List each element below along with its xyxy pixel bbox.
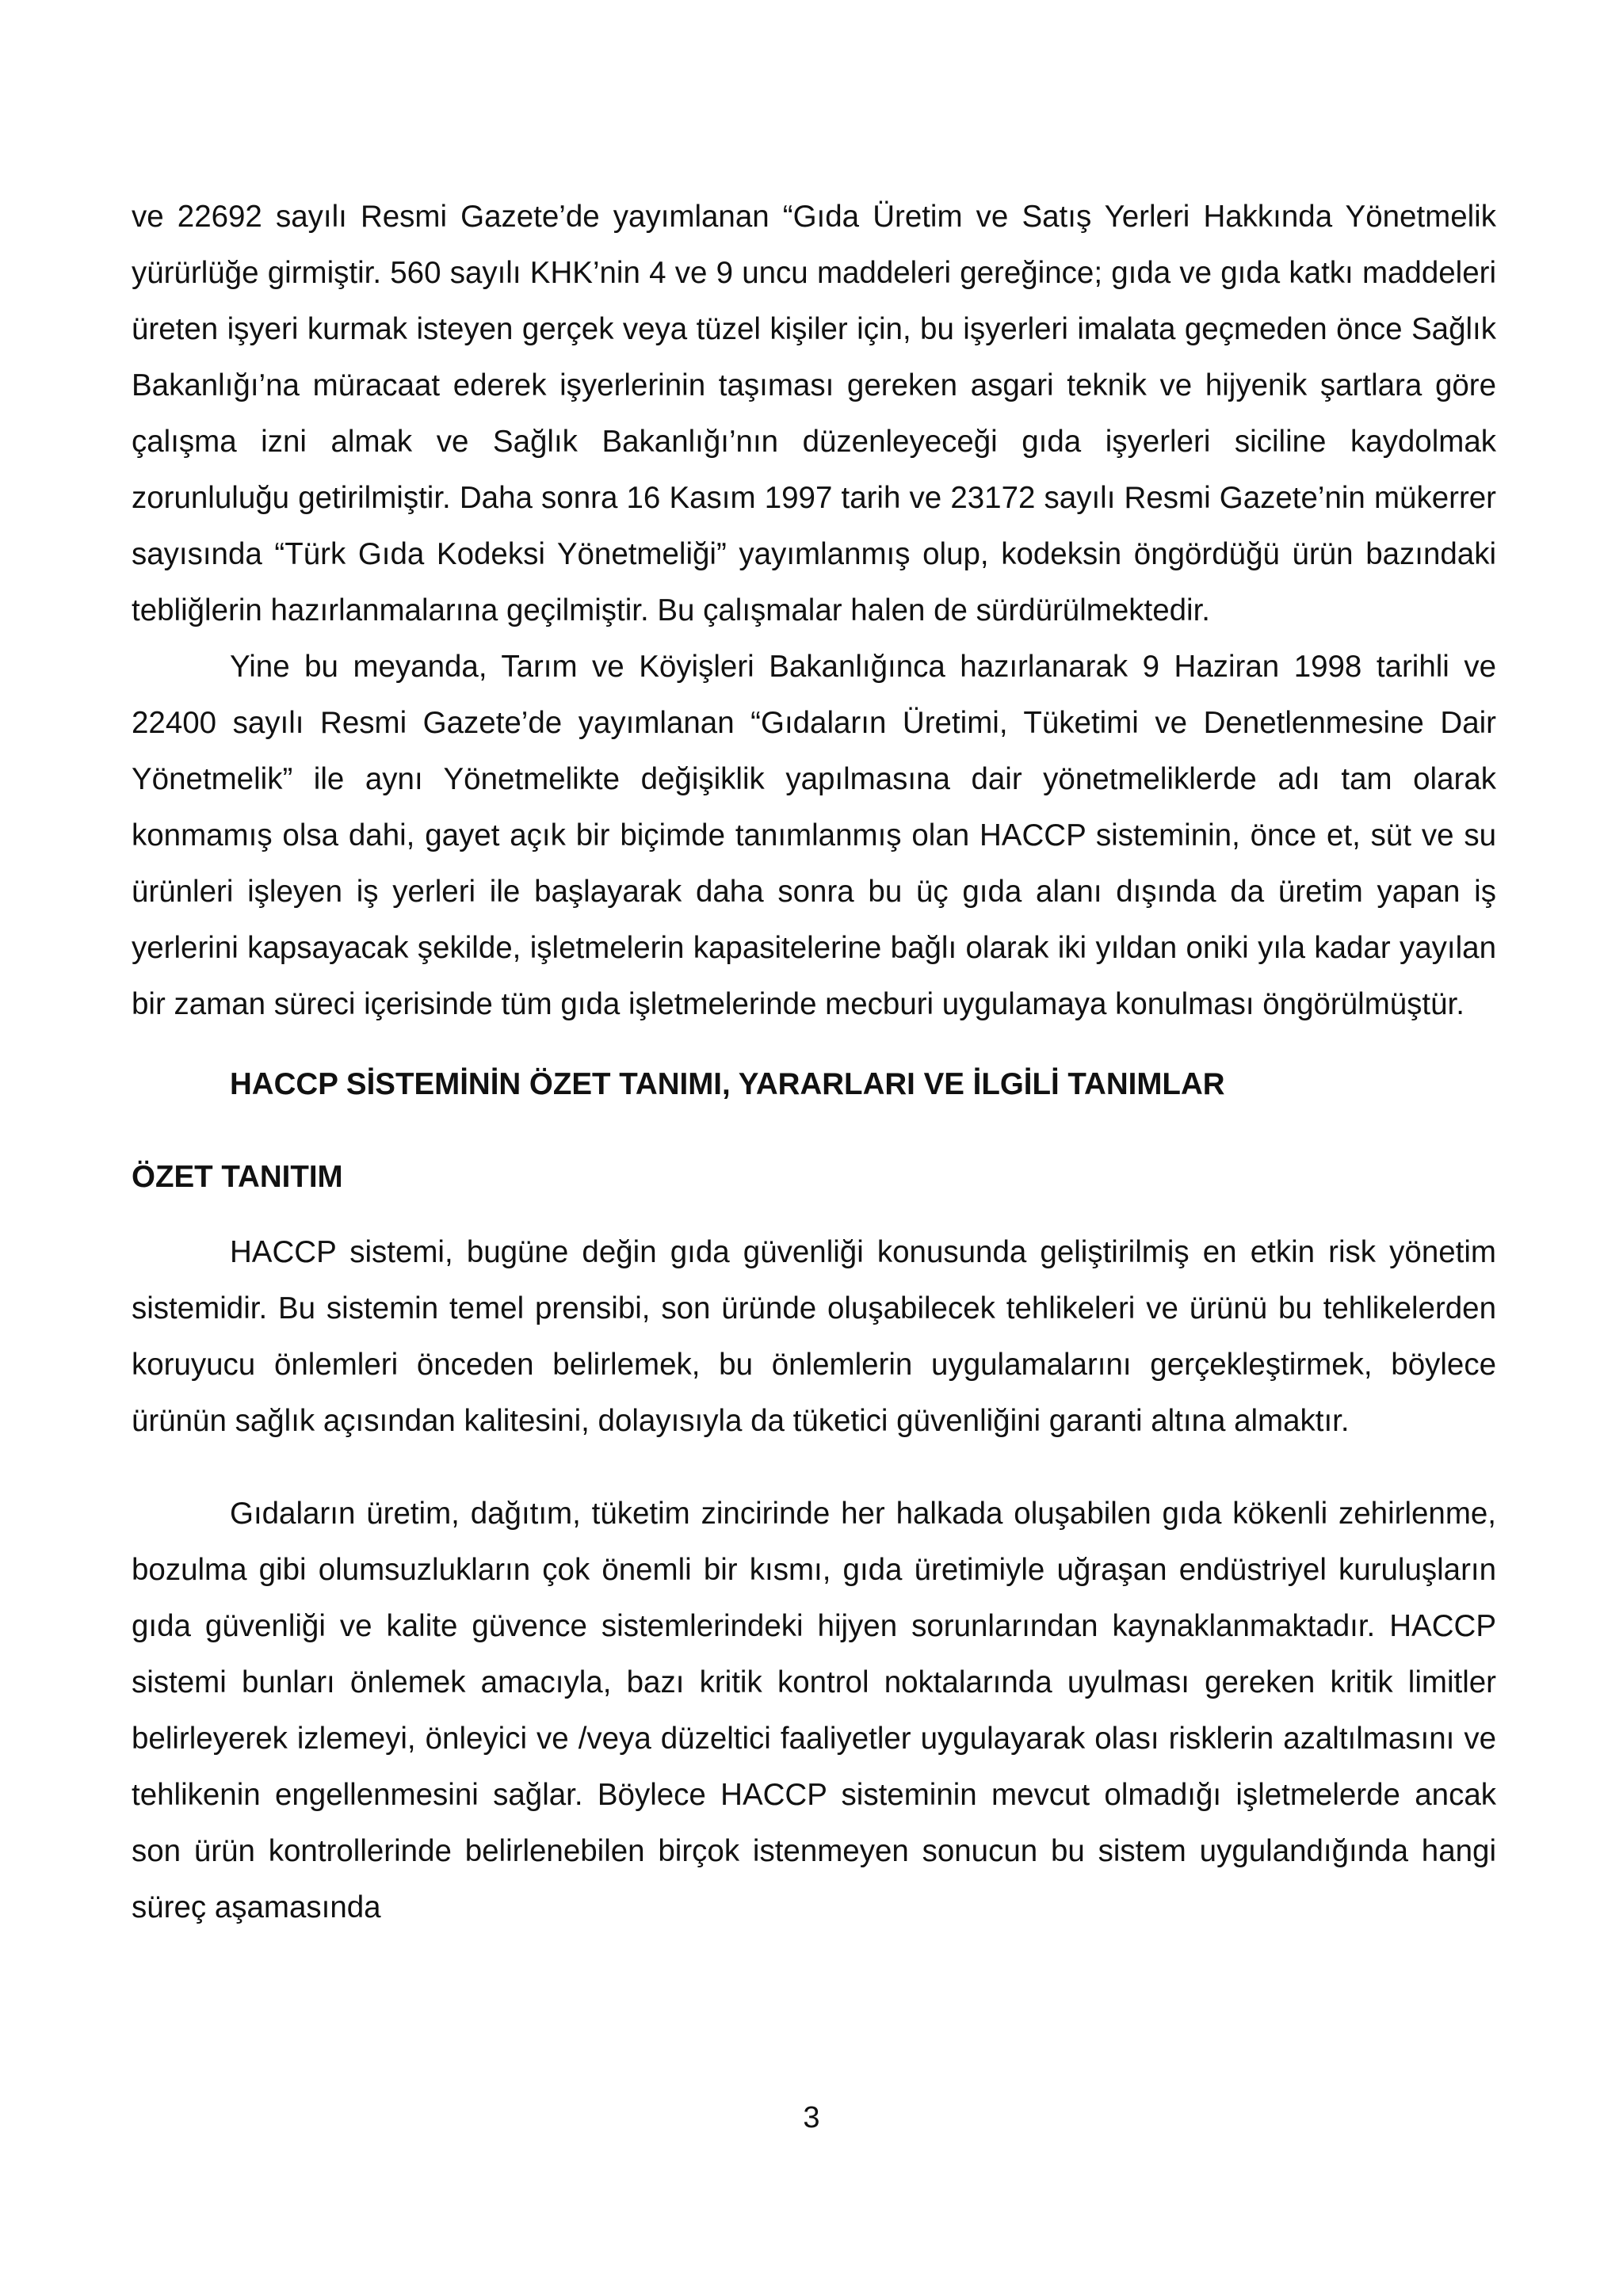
paragraph-haccp-regulation: Yine bu meyanda, Tarım ve Köyişleri Bakanlığınca hazırlanarak 9 Haziran 1998 tarihli ve 22400 sayılı Resmi Gazete’de yayımlanan “Gıdaların Üretimi, Tüketimi ve Denetlenmesine Dair Yönetmelik” ile aynı Yönetmelikte değişiklik yapılmasına dair yönetmeliklerde adı tam olarak konmamış olsa dahi, gayet açık bir biçimde tanımlanmış olan HACCP sisteminin, önce et, süt ve su ürünleri işleyen iş yerleri ile başlayarak daha sonra bu üç gıda alanı dışında da üretim yapan iş yerlerini kapsayacak şekilde, işletmelerin kapasitelerine bağlı olarak iki yıldan oniki yıla kadar yayılan bir zaman süreci içerisinde tüm gıda işletmelerinde mecburi uygulamaya konulması öngörülmüştür. [132, 650, 1496, 1021]
paragraph-haccp-definition: HACCP sistemi, bugüne değin gıda güvenliği konusunda geliştirilmiş en etkin risk yönetim sistemidir. Bu sistemin temel prensibi, son üründe oluşabilecek tehlikeleri ve ürünü bu tehlikelerden koruyucu önlemleri önceden belirlemek, bu önlemlerin uygulamalarını gerçekleştirmek, böylece ürünün sağlık açısından kalitesini, dolayısıyla da tüketici güvenliğini garanti altına almaktır. [132, 1235, 1496, 1438]
page-body [132, 189, 1496, 1936]
paragraph-regulations: ve 22692 sayılı Resmi Gazete’de yayımlanan “Gıda Üretim ve Satış Yerleri Hakkında Yönetmelik yürürlüğe girmiştir. 560 sayılı KHK’nin 4 ve 9 uncu maddeleri gereğince; gıda ve gıda katkı maddeleri üreten işyeri kurmak isteyen gerçek veya tüzel kişiler için, bu işyerleri imalata geçmeden önce Sağlık Bakanlığı’na müracaat ederek işyerlerinin taşıması gereken asgari teknik ve hijyenik şartlara göre çalışma izni almak ve Sağlık Bakanlığı’nın düzenleyeceği gıda işyerleri siciline kaydolmak zorunluluğu getirilmiştir. Daha sonra 16 Kasım 1997 tarih ve 23172 sayılı Resmi Gazete’nin mükerrer sayısında “Türk Gıda Kodeksi Yönetmeliği” yayımlanmış olup, kodeksin öngördüğü ürün bazındaki tebliğlerin hazırlanmalarına geçilmiştir. Bu çalışmalar halen de sürdürülmektedir. [132, 200, 1496, 627]
page-number: 3 [803, 2101, 820, 2134]
subsection-heading: ÖZET TANITIM [132, 1160, 343, 1194]
paragraph-haccp-benefits: Gıdaların üretim, dağıtım, tüketim zincirinde her halkada oluşabilen gıda kökenli zehirlenme, bozulma gibi olumsuzlukların çok önemli bir kısmı, gıda üretimiyle uğraşan endüstriyel kuruluşların gıda güvenliği ve kalite güvence sistemlerindeki hijyen sorunlarından kaynaklanmaktadır. HACCP sistemi bunları önlemek amacıyla, bazı kritik kontrol noktalarında uyulması gereken kritik limitler belirleyerek izlemeyi, önleyici ve /veya düzeltici faaliyetler uygulayarak olası risklerin azaltılmasını ve tehlikenin engellenmesini sağlar. Böylece HACCP sisteminin mevcut olmadığı işletmelerde ancak son ürün kontrollerinde belirlenebilen birçok istenmeyen sonucun bu sistem uygulandığında hangi süreç aşamasında [132, 1497, 1496, 1924]
section-heading: HACCP SİSTEMİNİN ÖZET TANIMI, YARARLARI VE İLGİLİ TANIMLAR [230, 1067, 1225, 1101]
